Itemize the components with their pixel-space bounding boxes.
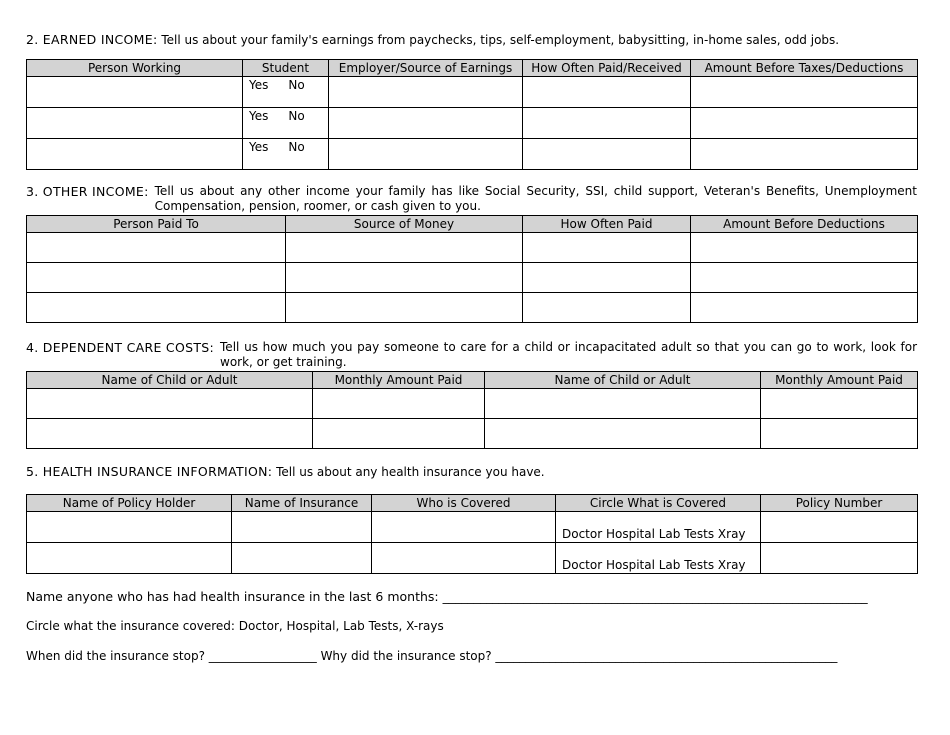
how-often-paid-cell[interactable] (523, 233, 691, 263)
table-header-row (27, 216, 918, 233)
column-header: Name of Child or Adult (27, 372, 313, 389)
earned-income-heading: 2. EARNED INCOME: (26, 32, 158, 47)
student-cell[interactable] (243, 108, 329, 139)
amount-cell[interactable] (691, 293, 918, 323)
column-header: Student (243, 60, 329, 77)
table-row (27, 139, 918, 170)
child-name-cell[interactable] (485, 389, 761, 419)
monthly-amount-cell[interactable] (761, 389, 918, 419)
column-header: Amount Before Deductions (691, 216, 918, 233)
column-header: Person Working (27, 60, 243, 77)
monthly-amount-cell[interactable] (313, 419, 485, 449)
column-header: Amount Before Taxes/Deductions (691, 60, 918, 77)
how-often-cell[interactable] (523, 108, 691, 139)
amount-cell[interactable] (691, 233, 918, 263)
person-working-cell[interactable] (27, 77, 243, 108)
policy-holder-cell[interactable] (27, 512, 232, 543)
table-row (27, 293, 918, 323)
table-row (27, 263, 918, 293)
policy-number-cell[interactable] (761, 543, 918, 574)
how-often-cell[interactable] (523, 139, 691, 170)
no-option[interactable]: No (288, 78, 305, 92)
child-name-cell[interactable] (485, 419, 761, 449)
table-row (27, 419, 918, 449)
dependent-care-description: Tell us how much you pay someone to care for a child or incapacitated adult so that you can go to work, look for work, or get training. (220, 340, 917, 369)
student-cell[interactable] (243, 77, 329, 108)
yes-option[interactable]: Yes (249, 78, 269, 92)
health-insurance-heading: 5. HEALTH INSURANCE INFORMATION: (26, 464, 273, 479)
column-header: Monthly Amount Paid (313, 372, 485, 389)
who-covered-cell[interactable] (372, 512, 556, 543)
table-row (27, 389, 918, 419)
source-of-money-cell[interactable] (286, 293, 523, 323)
column-header: Policy Number (761, 495, 918, 512)
table-row (27, 108, 918, 139)
other-income-table (26, 215, 918, 323)
no-option[interactable]: No (288, 140, 305, 154)
amount-cell[interactable] (691, 139, 918, 170)
table-row (27, 233, 918, 263)
table-header-row (27, 372, 918, 389)
recent-insurance-line[interactable]: Name anyone who has had health insurance in the last 6 months: ____________________________________________________________________ (26, 589, 868, 604)
policy-number-cell[interactable] (761, 512, 918, 543)
person-paid-to-cell[interactable] (27, 263, 286, 293)
how-often-paid-cell[interactable] (523, 263, 691, 293)
coverage-options[interactable]: Doctor Hospital Lab Tests Xray (556, 543, 761, 574)
no-option[interactable]: No (288, 109, 305, 123)
other-income-header (26, 184, 917, 214)
employer-cell[interactable] (329, 77, 523, 108)
person-paid-to-cell[interactable] (27, 293, 286, 323)
employer-cell[interactable] (329, 139, 523, 170)
column-header: Monthly Amount Paid (761, 372, 918, 389)
column-header: Who is Covered (372, 495, 556, 512)
insurance-name-cell[interactable] (232, 543, 372, 574)
source-of-money-cell[interactable] (286, 263, 523, 293)
column-header: Name of Policy Holder (27, 495, 232, 512)
other-income-description: Tell us about any other income your family has like Social Security, SSI, child support, Veteran's Benefits, Unemployment Compensation, pension, roomer, or cash given to you. (154, 184, 917, 213)
how-often-cell[interactable] (523, 77, 691, 108)
child-name-cell[interactable] (27, 419, 313, 449)
health-insurance-table (26, 494, 918, 574)
table-row (27, 543, 918, 574)
insurance-stop-line[interactable]: When did the insurance stop? __________________ Why did the insurance stop? _________________________________________________________ (26, 649, 838, 663)
person-paid-to-cell[interactable] (27, 233, 286, 263)
employer-cell[interactable] (329, 108, 523, 139)
who-covered-cell[interactable] (372, 543, 556, 574)
monthly-amount-cell[interactable] (761, 419, 918, 449)
earned-income-description: Tell us about your family's earnings from paychecks, tips, self-employment, babysitting, in-home sales, odd jobs. (161, 33, 840, 47)
source-of-money-cell[interactable] (286, 233, 523, 263)
circle-coverage-line[interactable]: Circle what the insurance covered: Doctor, Hospital, Lab Tests, X-rays (26, 619, 444, 633)
amount-cell[interactable] (691, 77, 918, 108)
column-header: Circle What is Covered (556, 495, 761, 512)
table-row (27, 512, 918, 543)
column-header: Source of Money (286, 216, 523, 233)
health-insurance-header (26, 464, 545, 480)
child-name-cell[interactable] (27, 389, 313, 419)
other-income-heading: 3. OTHER INCOME: (26, 184, 149, 199)
health-insurance-description: Tell us about any health insurance you have. (276, 465, 545, 479)
yes-option[interactable]: Yes (249, 140, 269, 154)
monthly-amount-cell[interactable] (313, 389, 485, 419)
how-often-paid-cell[interactable] (523, 293, 691, 323)
amount-cell[interactable] (691, 108, 918, 139)
person-working-cell[interactable] (27, 108, 243, 139)
dependent-care-header (26, 340, 917, 370)
dependent-care-heading: 4. DEPENDENT CARE COSTS: (26, 340, 215, 355)
column-header: Name of Insurance (232, 495, 372, 512)
person-working-cell[interactable] (27, 139, 243, 170)
policy-holder-cell[interactable] (27, 543, 232, 574)
student-cell[interactable] (243, 139, 329, 170)
insurance-name-cell[interactable] (232, 512, 372, 543)
column-header: How Often Paid/Received (523, 60, 691, 77)
yes-option[interactable]: Yes (249, 109, 269, 123)
dependent-care-table (26, 371, 918, 449)
column-header: Employer/Source of Earnings (329, 60, 523, 77)
table-header-row (27, 60, 918, 77)
earned-income-table (26, 59, 918, 170)
table-row (27, 77, 918, 108)
column-header: Name of Child or Adult (485, 372, 761, 389)
earned-income-header (26, 32, 839, 48)
column-header: Person Paid To (27, 216, 286, 233)
coverage-options[interactable]: Doctor Hospital Lab Tests Xray (556, 512, 761, 543)
column-header: How Often Paid (523, 216, 691, 233)
amount-cell[interactable] (691, 263, 918, 293)
table-header-row (27, 495, 918, 512)
